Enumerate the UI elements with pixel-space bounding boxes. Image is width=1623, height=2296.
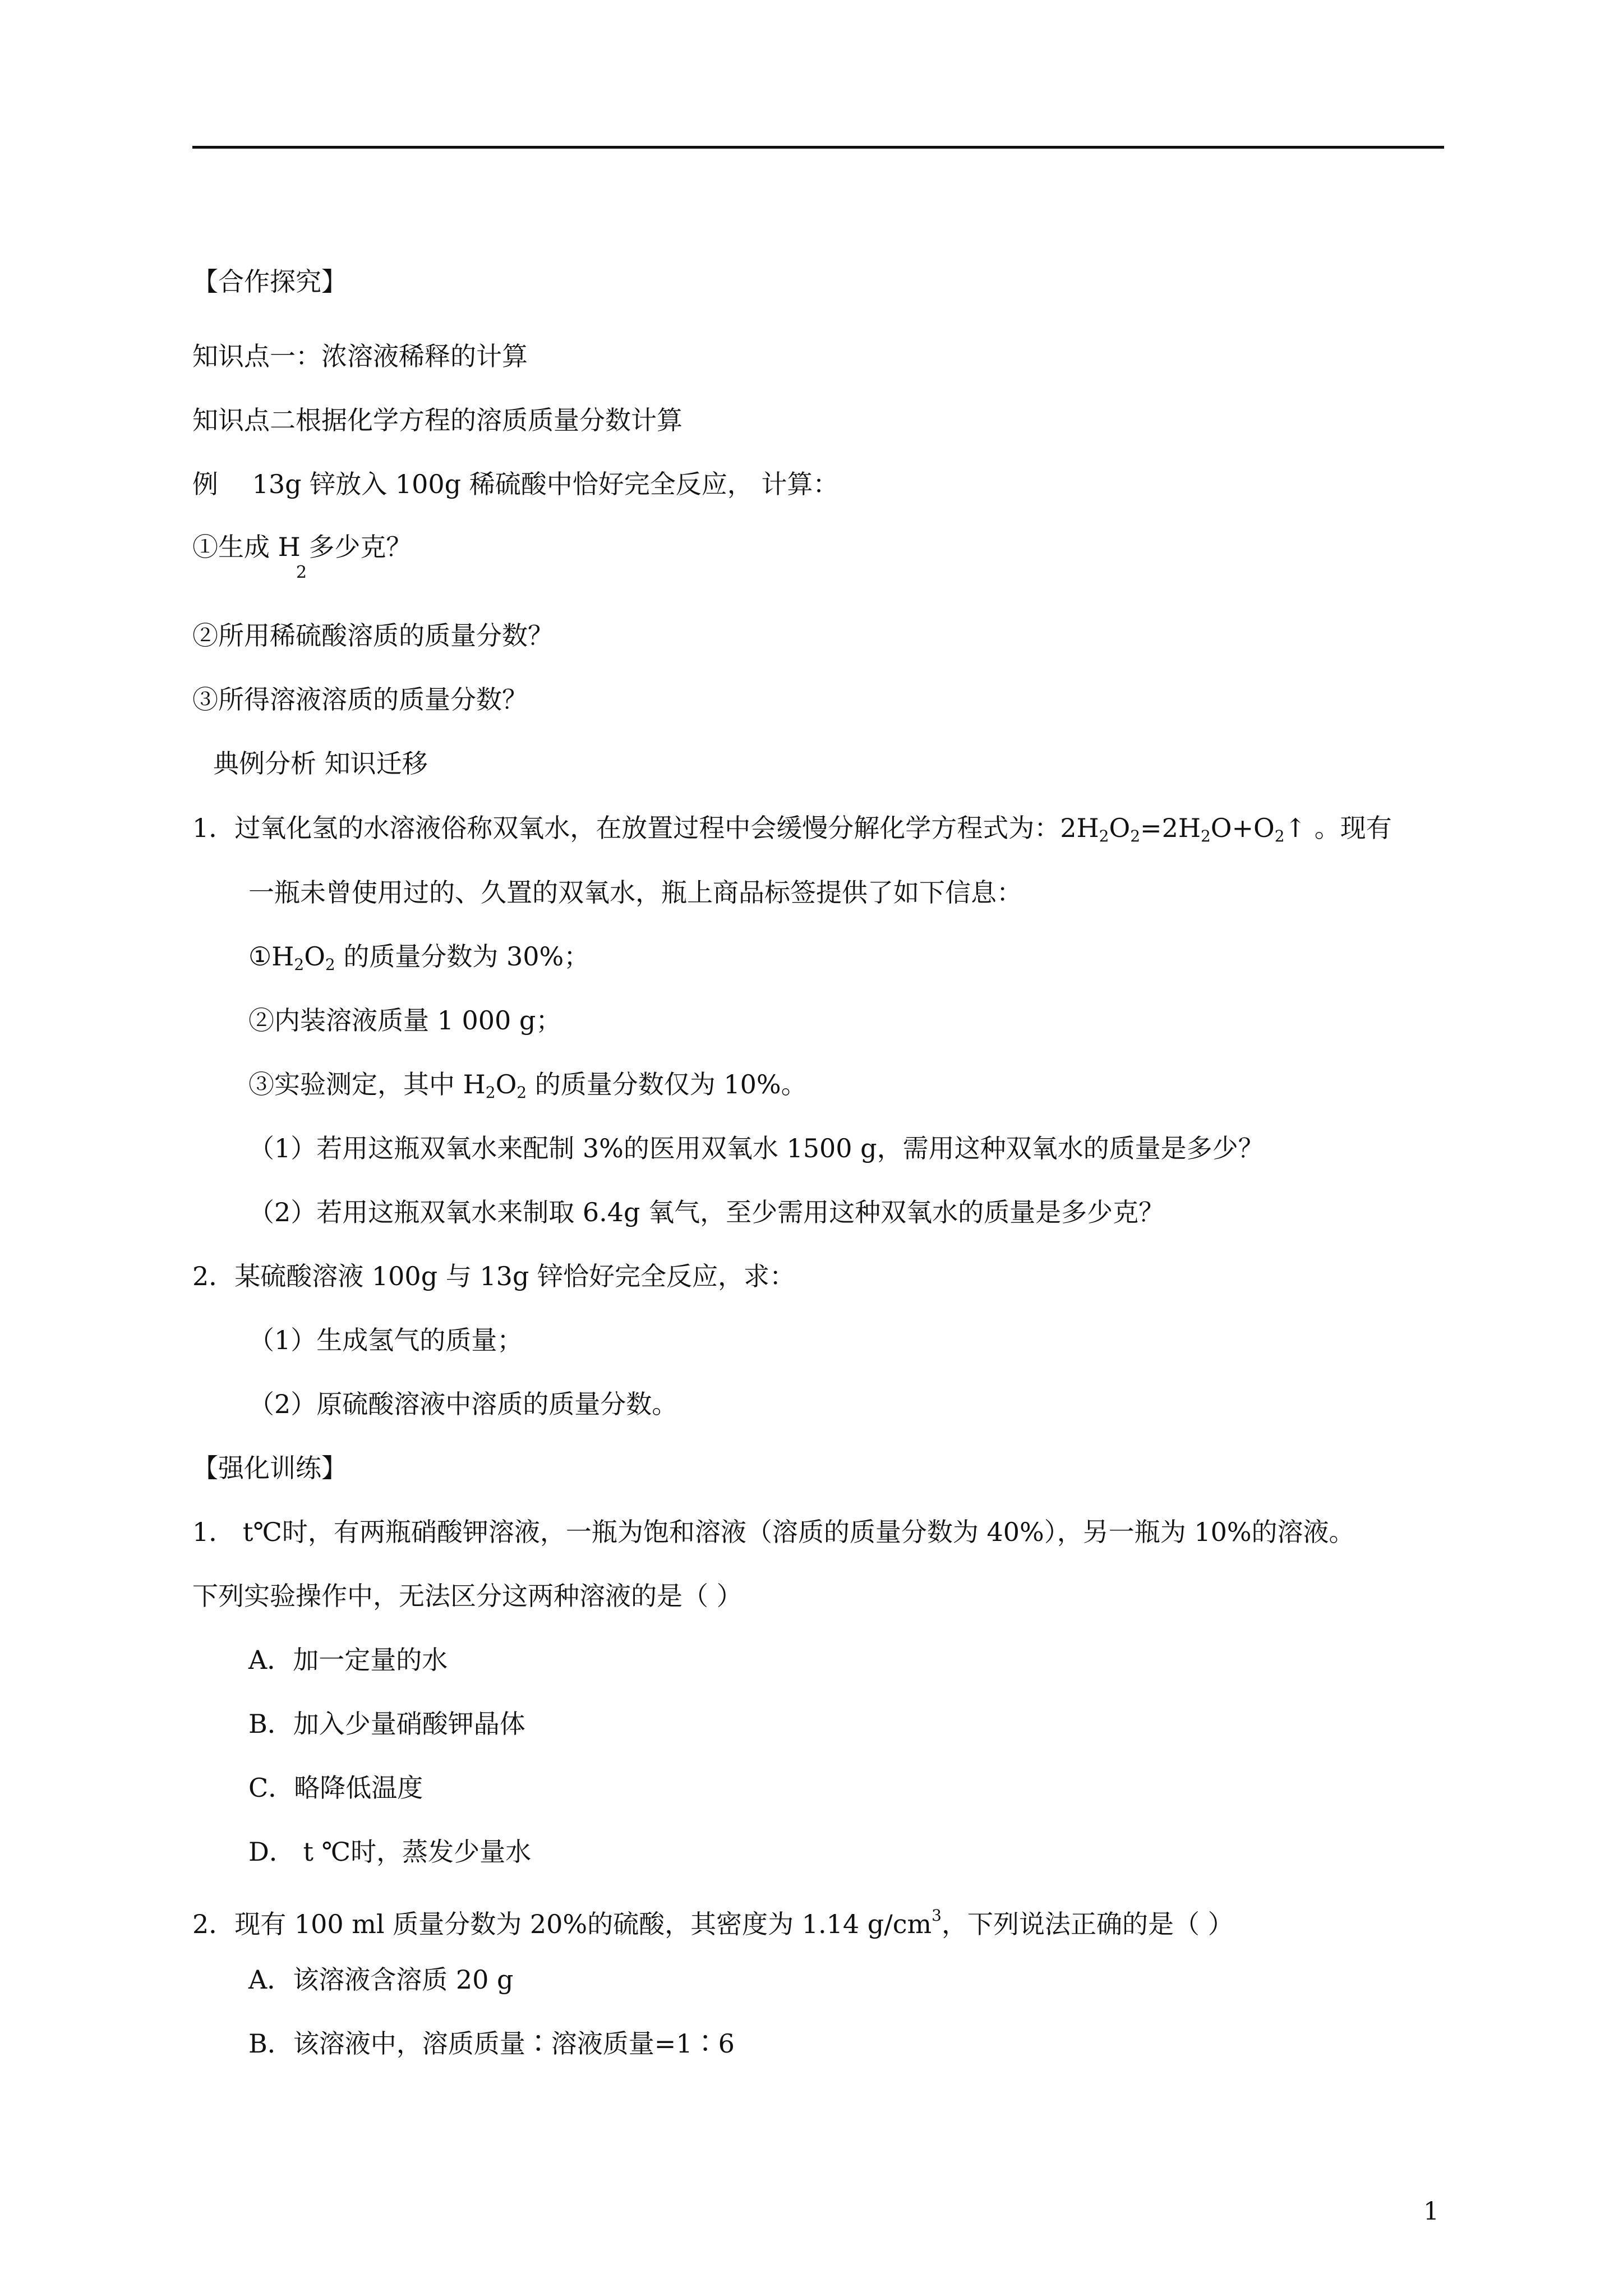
exercise-1-option-a: A．加一定量的水: [248, 1645, 448, 1675]
exercise-1-option-b: B．加入少量硝酸钾晶体: [248, 1709, 525, 1739]
exercise-1-option-c: C．略降低温度: [248, 1773, 423, 1803]
exercise-2-stem: 2．现有 100 ml 质量分数为 20%的硫酸，其密度为 1.14 $g/cm^3$，下列说法正确的是（ ）: [192, 1906, 1234, 1939]
exercise-2-option-b: B．该溶液中，溶质质量∶溶液质量=1∶6: [248, 2028, 735, 2059]
section-heading-qianghua: 【强化训练】: [192, 1453, 347, 1483]
example-prompt: 例 13g 锌放入 100g 稀硫酸中恰好完全反应， 计算：: [192, 469, 839, 499]
problem-1-question-2: （2）若用这瓶双氧水来制取 6.4g 氧气，至少需用这种双氧水的质量是多少克？: [248, 1197, 1165, 1227]
problem-1-line-2: 一瓶未曾使用过的、久置的双氧水，瓶上商品标签提供了如下信息：: [248, 877, 1022, 908]
exercise-2-option-a: A．该溶液含溶质 20 g: [248, 1964, 514, 1995]
h2-subscript: 2: [296, 563, 307, 582]
problem-2: 2．某硫酸溶液 100g 与 13g 锌恰好完全反应，求：: [192, 1261, 795, 1291]
problem-1-line-1: 1．过氧化氢的水溶液俗称双氧水，在放置过程中会缓慢分解化学方程式为：$2H_2O_2=2H_2O+O_2↑$ 。现有: [192, 813, 1392, 845]
problem-2-question-1: （1）生成氢气的质量；: [248, 1325, 523, 1355]
problem-2-question-2: （2）原硫酸溶液中溶质的质量分数。: [248, 1389, 678, 1419]
problem-1-info-3: ③实验测定，其中 $H_2O_2$ 的质量分数仅为 10%。: [248, 1069, 807, 1102]
page-number: 1: [1423, 2197, 1439, 2226]
knowledge-point-2: 知识点二根据化学方程的溶质质量分数计算: [192, 405, 683, 435]
example-question-1: ①生成 H 多少克？: [192, 532, 412, 562]
example-question-2: ②所用稀硫酸溶质的质量分数？: [192, 620, 554, 651]
problem-1-info-2: ②内装溶液质量 1 000 g；: [248, 1005, 562, 1036]
example-question-3: ③所得溶液溶质的质量分数？: [192, 684, 528, 715]
section-heading-hezuo: 【合作探究】: [192, 266, 347, 297]
knowledge-point-1: 知识点一：浓溶液稀释的计算: [192, 341, 528, 371]
problem-1-question-1: （1）若用这瓶双氧水来配制 3%的医用双氧水 1500 g，需用这种双氧水的质量是多少？: [248, 1133, 1264, 1163]
problem-1-info-1: $①H_2O_2$ 的质量分数为 30%；: [248, 941, 590, 974]
exercise-1-option-d: D． t ℃时，蒸发少量水: [248, 1837, 532, 1867]
header-rule: [192, 146, 1444, 149]
exercise-1-line-2: 下列实验操作中，无法区分这两种溶液的是（ ）: [192, 1581, 743, 1611]
subheading-analysis: 典例分析 知识迁移: [213, 748, 428, 779]
exercise-1-line-1: 1． t℃时，有两瓶硝酸钾溶液，一瓶为饱和溶液（溶质的质量分数为 40%），另一瓶为 10%的溶液。: [192, 1517, 1355, 1547]
